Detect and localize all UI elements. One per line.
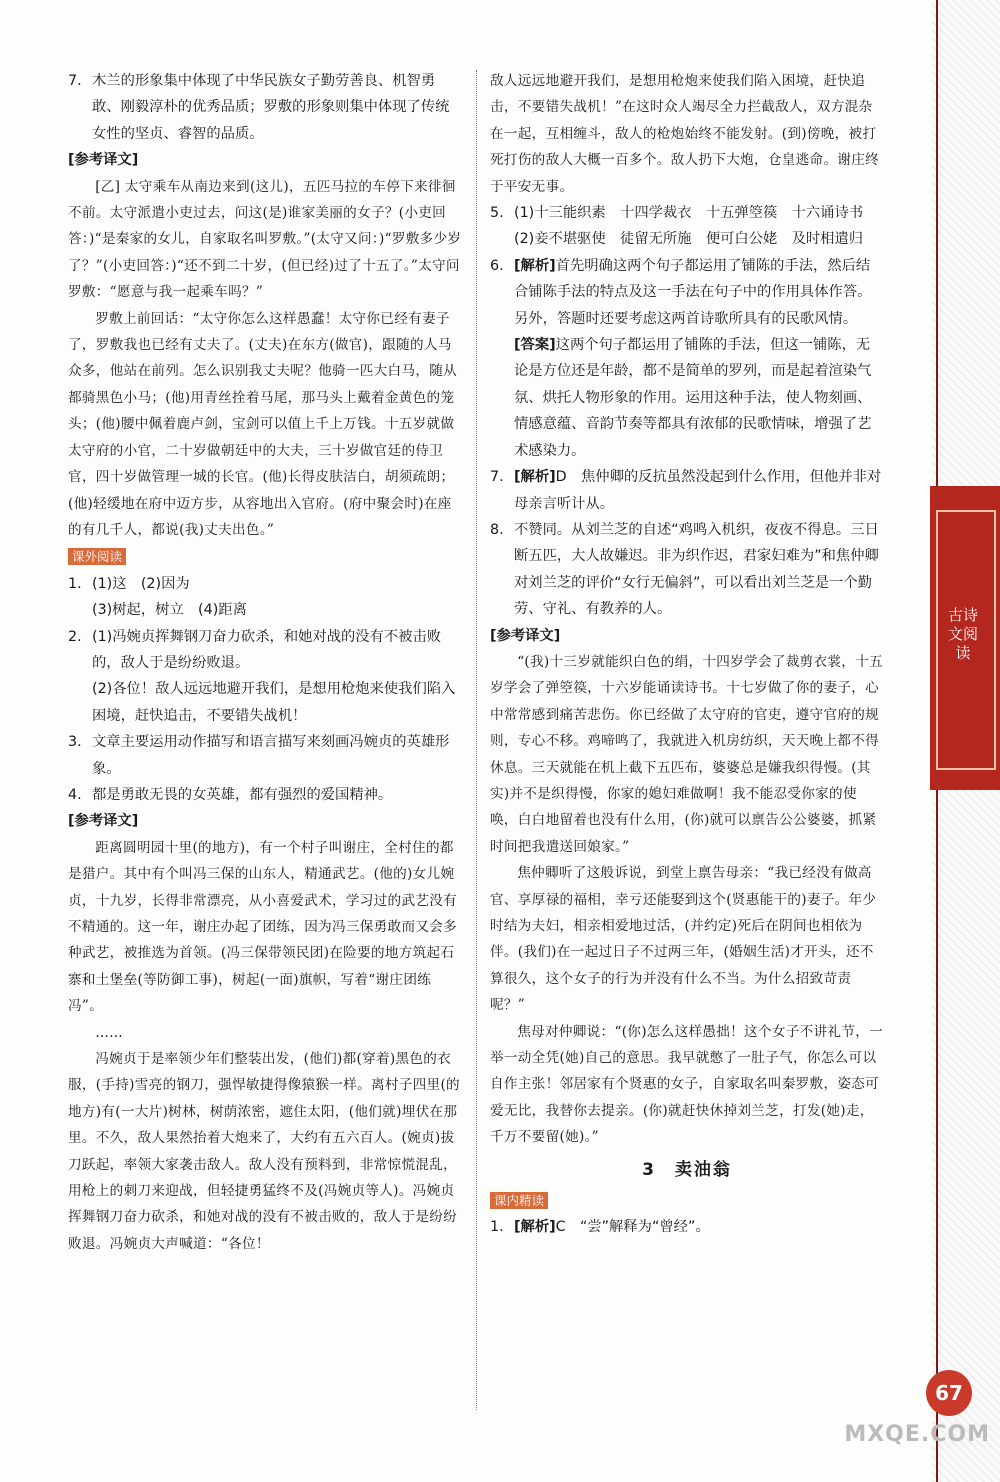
right-column [490,68,884,1241]
item-body [514,253,884,332]
section-tag: 课外阅读 [68,548,126,565]
item-number: 1. [68,575,82,592]
item-text: 这两个句子都运用了铺陈的手法，但这一铺陈，无论是方位还是年龄，都不是简单的罗列，而是起着渲染气氛、烘托人物形象的作用。运用这种手法，使人物刻画、情感意蕴、音韵节奏等都具有浓郁的民歌情味，增强了艺术感染力。 [514,337,872,459]
translation-paragraph: 敌人远远地避开我们，是想用枪炮来使我们陷入困境，赶快追击，不要错失战机！”在这时众人竭尽全力拦截敌人，双方混杂在一起，互相缠斗，敌人的枪炮始终不能发射。(到)傍晚，被打死打伤的敌人大概一百多个。敌人扔下大炮，仓皇逃命。谢庄终于平安无事。 [490,73,880,195]
translation-paragraph: 焦仲卿听了这般诉说，到堂上禀告母亲：“我已经没有做高官、享厚禄的福相，幸亏还能娶到这个(贤惠能干的)妻子。年少时结为夫妇，相亲相爱地过活，(并约定)死后在阴间也相依为伴。(我们)在一起过日子不过两三年，(婚姻生活)才开头，还不算很久，这个女子的行为并没有什么不当。为什么招致苛责呢？” [490,865,877,1014]
item-text: (1)冯婉贞挥舞钢刀奋力砍杀，和她对战的没有不被击败的，敌人于是纷纷败退。 [92,628,442,671]
numbered-item [490,1214,884,1240]
answer-label: [解析] [514,257,556,274]
item-text: C “尝”解释为“曾经”。 [555,1219,710,1236]
item-text: 木兰的形象集中体现了中华民族女子勤劳善良、机智勇敢、刚毅淳朴的优秀品质；罗敷的形象则集中体现了传统女性的坚贞、睿智的品质。 [92,73,450,142]
item-number: 7. [68,73,82,89]
item-number: 4. [68,786,82,803]
item-text: 都是勇敢无畏的女英雄，都有强烈的爱国精神。 [92,786,393,803]
item-body [514,1214,884,1240]
item-text: D 焦仲卿的反抗虽然没起到什么作用，但他并非对母亲言听计从。 [514,469,882,512]
translation-paragraph: …… [95,1024,123,1041]
item-text: 不赞同。从刘兰芝的自述“鸡鸣入机织，夜夜不得息。三日断五匹，大人故嫌迟。非为织作迟，君家妇难为”和焦仲卿对刘兰芝的评价“女行无偏斜”，可以看出刘兰芝是一个勤劳、守礼、有教养的人。 [514,521,879,618]
item-text: 文章主要运用动作描写和语言描写来刻画冯婉贞的英雄形象。 [92,734,450,777]
lesson-title: 3 卖油翁 [642,1159,732,1180]
section-tag: 课内精读 [490,1192,548,1209]
item-number: 1. [490,1219,504,1236]
section-tag-wrap [490,1187,884,1214]
translation-paragraph: 罗敷上前回话：“太守你怎么这样愚蠢！太守你已经有妻子了，罗敷我也已经有丈夫了。(丈夫)在东方(做官)，跟随的人马众多，他站在前列。怎么识别我丈夫呢？他骑一匹大白马，随从都骑黑色小马；(他)用青丝拴着马尾，那马头上戴着金黄色的笼头；(他)腰中佩着鹿卢剑，宝剑可以值上千上万钱。十五岁就做太守府的小官，二十岁做朝廷中的大夫，三十岁做官廷的侍卫官，四十岁做管理一城的长官。(他)长得皮肤洁白，胡须疏朗；(他)轻缓地在府中迈方步，从容地出入官府。(府中聚会时)在座的有几千人，都说(我)丈夫出色。” [68,310,458,538]
reference-translation-heading: [参考译文] [490,627,561,644]
item-text: (1)十三能织素 十四学裁衣 十五弹箜篌 十六诵诗书 [514,205,864,222]
numbered-item [68,571,462,597]
page-number: 67 [926,1370,972,1416]
watermark: MXQE.COM [844,1422,990,1447]
numbered-item [68,624,462,677]
reference-translation-heading: [参考译文] [68,813,139,830]
answer-label: [解析] [514,1219,556,1236]
numbered-item [68,68,462,147]
item-text: (1)这 (2)因为 [92,575,190,592]
item-body [514,464,884,517]
item-number: 8. [490,521,504,538]
numbered-item [490,200,884,226]
numbered-item [490,253,884,332]
section-tag-wrap [68,543,462,570]
section-tab [930,486,1000,790]
sub-answer: (3)树起，树立 (4)距离 [92,602,247,619]
numbered-item [68,782,462,808]
item-number: 3. [68,734,82,751]
item-number: 5. [490,205,504,222]
sub-answer: (2)各位！敌人远远地避开我们，是想用枪炮来使我们陷入困境，赶快追击，不要错失战机！ [92,681,456,724]
answer-block [490,332,884,464]
translation-paragraph: 焦母对仲卿说：“(你)怎么这样愚拙！这个女子不讲礼节，一举一动全凭(她)自己的意思。我早就憋了一肚子气，你怎么可以自作主张！邻居家有个贤惠的女子，自家取名叫秦罗敷，姿态可爱无比，我替你去提亲。(你)就赶快休掉刘兰芝，打发(她)走，千万不要留(她)。” [490,1023,883,1146]
item-number: 2. [68,628,82,645]
left-column [68,68,462,1257]
column-divider [476,70,477,1410]
translation-paragraph: [乙] 太守乘车从南边来到(这儿)，五匹马拉的车停下来徘徊不前。太守派遣小吏过去，问这(是)谁家美丽的女子？(小吏回答：)“是秦家的女儿，自家取名叫罗敷。”(太守又问：)“罗敷多少岁了？”(小吏回答：)“还不到二十岁，(但已经)过了十五了。”太守问罗敷：“愿意与我一起乘车吗？” [68,178,462,301]
translation-paragraph: 冯婉贞于是率领少年们整装出发，(他们)都(穿着)黑色的衣服，(手持)雪亮的钢刀，强悍敏捷得像猿猴一样。离村子四里(的地方)有(一大片)树林，树荫浓密，遮住太阳，(他们就)埋伏在那里。不久，敌人果然抬着大炮来了，大约有五六百人。(婉贞)拔刀跃起，率领大家袭击敌人。敌人没有预料到，非常惊慌混乱，用枪上的刺刀来迎战，但轻捷勇猛终不及(冯婉贞等人)。冯婉贞挥舞钢刀奋力砍杀，和她对战的没有不被击败的，敌人于是纷纷败退。冯婉贞大声喊道：“各位！ [68,1051,460,1252]
answer-label: [答案] [514,337,556,354]
sub-answer: (2)妾不堪驱使 徒留无所施 便可白公姥 及时相遣归 [514,231,864,248]
translation-paragraph: “(我)十三岁就能织白色的绢，十四岁学会了裁剪衣裳，十五岁学会了弹箜篌，十六岁能诵读诗书。十七岁做了你的妻子，心中常常感到痛苦悲伤。你已经做了太守府的官吏，遵守官府的规则，专心不移。鸡啼鸣了，我就进入机房纺织，天天晚上都不得休息。三天就能在机上截下五匹布，婆婆总是嫌我织得慢。(其实)并不是织得慢，你家的媳妇难做啊！我不能忍受你家的使唤，白白地留着也没有什么用，(你)就可以禀告公公婆婆，抓紧时间把我遣送回娘家。” [490,653,883,855]
section-tab-label: 古诗文阅读 [948,606,979,662]
translation-paragraph: 距离圆明园十里(的地方)，有一个村子叫谢庄，全村住的都是猎户。其中有个叫冯三保的山东人，精通武艺。(他的)女儿婉贞，十九岁，长得非常漂亮，从小喜爱武术，学习过的武艺没有不精通的。这一年，谢庄办起了团练，因为冯三保勇敢而又会多种武艺，被推选为首领。(冯三保带领民团)在险要的地方筑起石寨和土堡垒(等防御工事)，树起(一面)旗帜，写着“谢庄团练冯”。 [68,839,458,1015]
item-number: 7. [490,469,504,486]
numbered-item [490,517,884,623]
numbered-item [490,464,884,517]
reference-translation-heading: [参考译文] [68,152,139,169]
answer-label: [解析] [514,469,556,486]
numbered-item [68,729,462,782]
item-number: 6. [490,257,504,274]
item-text: 首先明确这两个句子都运用了铺陈的手法，然后结合铺陈手法的特点及这一手法在句子中的作用具体作答。另外，答题时还要考虑这两首诗歌所具有的民歌风情。 [514,257,872,327]
